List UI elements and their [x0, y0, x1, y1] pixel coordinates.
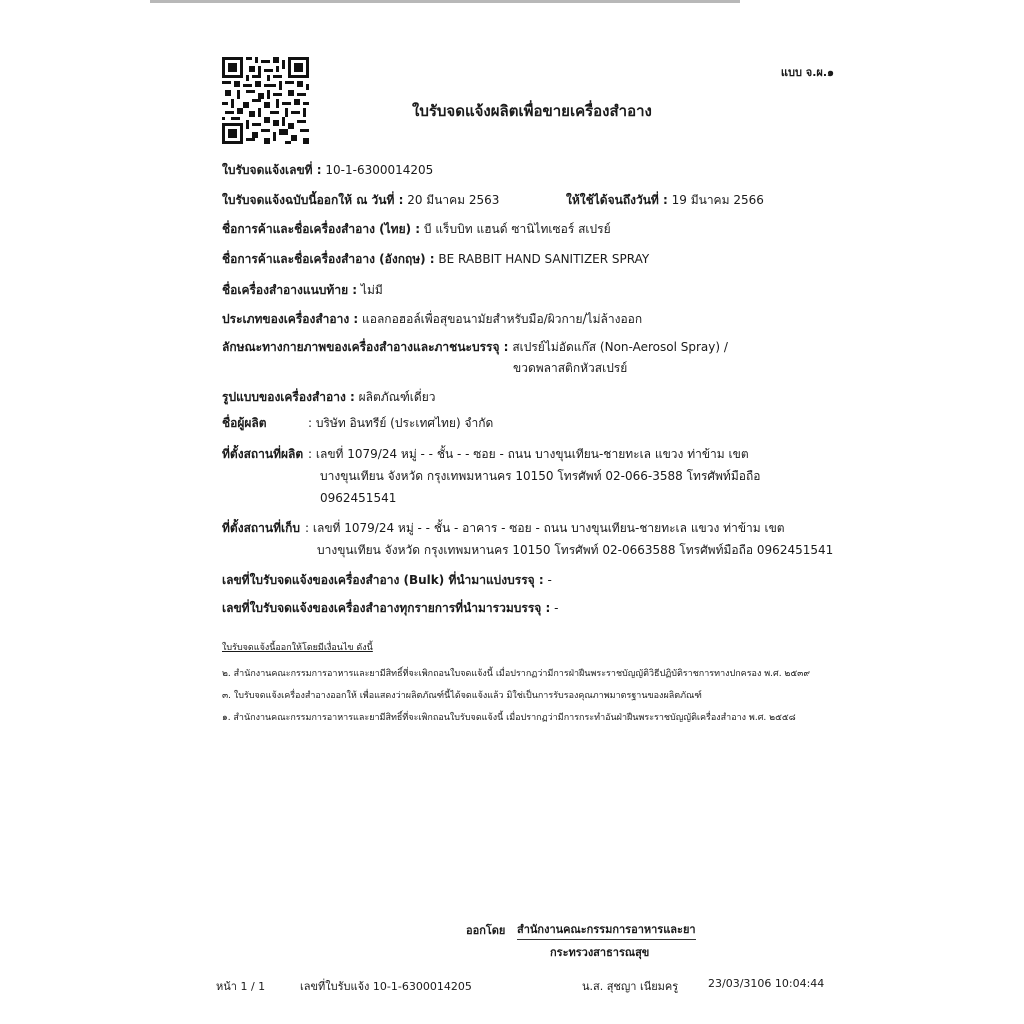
storage-address-line-1: : เลขที่ 1079/24 หมู่ - - ชั้น - อาคาร - ซอย - ถนน บางขุนเทียน-ชายทะเล แขวง ท่าข้าม เขต	[305, 521, 785, 535]
manufacturer-label: ชื่อผู้ผลิต	[222, 416, 267, 430]
print-timestamp: 23/03/3106 10:04:44	[708, 977, 825, 990]
field-label: ให้ใช้ได้จนถึงวันที่ :	[566, 193, 668, 207]
field-value: 20 มีนาคม 2563	[407, 193, 500, 207]
field-assembly-no	[222, 600, 558, 616]
field-trade-name-en	[222, 251, 649, 267]
field-label: ชื่อการค้าและชื่อเครื่องสำอาง (อังกฤษ) :	[222, 252, 435, 266]
field-value: บี แร็บบิท แฮนด์ ซานิไทเซอร์ สเปรย์	[423, 222, 611, 236]
field-format	[222, 389, 435, 405]
issuer-ministry: กระทรวงสาธารณสุข	[550, 946, 650, 959]
form-code: แบบ จ.ผ.๑	[780, 66, 834, 79]
condition-item: ๓. ใบรับจดแจ้งเครื่องสำอางออกให้ เพื่อแสดงว่าผลิตภัณฑ์นี้ได้จดแจ้งแล้ว มิใช่เป็นการรับรองคุณภาพมาตรฐานของผลิตภัณฑ์	[222, 691, 702, 701]
mfg-address-line-2: บางขุนเทียน จังหวัด กรุงเทพมหานคร 10150 โทรศัพท์ 02-066-3588 โทรศัพท์มือถือ	[320, 469, 761, 483]
field-value: 19 มีนาคม 2566	[671, 193, 764, 207]
issuer-agency: สำนักงานคณะกรรมการอาหารและยา	[517, 920, 696, 940]
mfg-address-line-3: 0962451541	[320, 491, 397, 505]
field-label: ใบรับจดแจ้งฉบับนี้ออกให้ ณ วันที่ :	[222, 193, 404, 207]
field-label: ใบรับจดแจ้งเลขที่ :	[222, 163, 322, 177]
field-value: แอลกอฮอล์เพื่อสุขอนามัยสำหรับมือ/ผิวกาย/ไม่ล้างออก	[362, 312, 643, 326]
field-physical	[222, 339, 728, 355]
footer-cert-ref: เลขที่ใบรับแจ้ง 10-1-6300014205	[300, 980, 472, 993]
manufacturer-value: : บริษัท อินทรีย์ (ประเทศไทย) จำกัด	[308, 416, 494, 430]
mfg-address-label: ที่ตั้งสถานที่ผลิต	[222, 447, 304, 461]
field-value: BE RABBIT HAND SANITIZER SPRAY	[438, 252, 650, 266]
field-value: -	[547, 573, 552, 587]
mfg-address-line-1: : เลขที่ 1079/24 หมู่ - - ชั้น - - ซอย - ถนน บางขุนเทียน-ชายทะเล แขวง ท่าข้าม เขต	[308, 447, 749, 461]
field-bulk-no	[222, 572, 552, 588]
condition-item: ๒. สำนักงานคณะกรรมการอาหารและยามีสิทธิ์ที่จะเพิกถอนใบจดแจ้งนี้ เมื่อปรากฏว่ามีการฝ่าฝืนพระราชบัญญัติวิธีปฏิบัติราชการทางปกครอง พ.ศ. ๒๕๓๙	[222, 669, 810, 679]
field-label: ลักษณะทางกายภาพของเครื่องสำอางและภาชนะบรรจุ :	[222, 340, 509, 354]
field-cert-no	[222, 162, 433, 178]
field-trade-name-th	[222, 221, 611, 237]
field-issue-date	[222, 192, 499, 208]
conditions-title: ใบรับจดแจ้งนี้ออกให้โดยมีเงื่อนไข ดังนี้	[222, 643, 373, 653]
qr-code	[222, 57, 309, 144]
field-label: ชื่อการค้าและชื่อเครื่องสำอาง (ไทย) :	[222, 222, 421, 236]
field-label: รูปแบบของเครื่องสำอาง :	[222, 390, 355, 404]
field-valid-until	[566, 192, 764, 208]
top-border-line	[150, 0, 740, 3]
officer-name: น.ส. สุชญา เนียมครู	[582, 980, 679, 993]
page-number: หน้า 1 / 1	[216, 980, 266, 993]
field-value: สเปรย์ไม่อัดแก๊ส (Non-Aerosol Spray) /	[512, 340, 728, 354]
field-value: 10-1-6300014205	[325, 163, 434, 177]
field-value: ผลิตภัณฑ์เดี่ยว	[358, 390, 436, 404]
field-attached-name	[222, 282, 383, 298]
field-label: ชื่อเครื่องสำอางแนบท้าย :	[222, 283, 358, 297]
field-value: -	[554, 601, 559, 615]
field-label: ประเภทของเครื่องสำอาง :	[222, 312, 359, 326]
field-physical-cont: ขวดพลาสติกหัวสเปรย์	[513, 361, 628, 375]
condition-item: ๑. สำนักงานคณะกรรมการอาหารและยามีสิทธิ์ที่จะเพิกถอนใบรับจดแจ้งนี้ เมื่อปรากฏว่ามีการกระทำอันฝ่าฝืนพระราชบัญญัติเครื่องสำอาง พ.ศ. ๒๕๕๘	[222, 713, 796, 723]
issuer-label: ออกโดย	[466, 924, 506, 937]
field-label: เลขที่ใบรับจดแจ้งของเครื่องสำอางทุกรายการที่นำมารวมบรรจุ :	[222, 601, 551, 615]
document-title: ใบรับจดแจ้งผลิตเพื่อขายเครื่องสำอาง	[412, 102, 652, 120]
field-value: ไม่มี	[360, 283, 383, 297]
field-label: เลขที่ใบรับจดแจ้งของเครื่องสำอาง (Bulk) ที่นำมาแบ่งบรรจุ :	[222, 573, 544, 587]
storage-address-line-2: บางขุนเทียน จังหวัด กรุงเทพมหานคร 10150 โทรศัพท์ 02-0663588 โทรศัพท์มือถือ 0962451541	[317, 543, 834, 557]
storage-address-label: ที่ตั้งสถานที่เก็บ	[222, 521, 300, 535]
field-category	[222, 311, 642, 327]
